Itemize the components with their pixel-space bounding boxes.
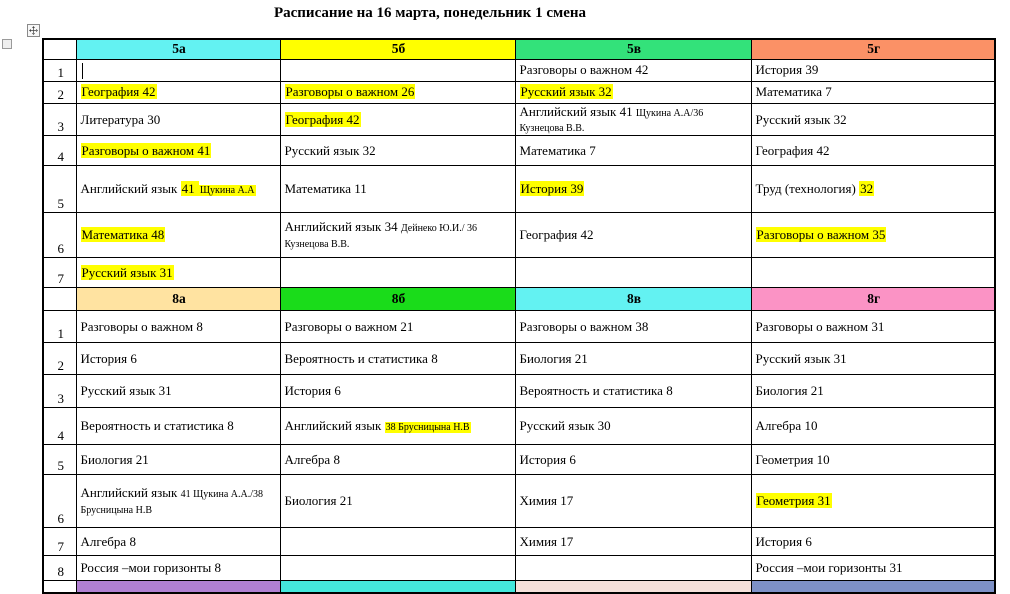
subject-text: Математика 11 xyxy=(284,181,367,197)
schedule-row xyxy=(43,136,995,166)
grade-header-cell[interactable]: 5г xyxy=(751,39,995,59)
subject-text: Алгебра 8 xyxy=(80,533,136,549)
schedule-cell[interactable] xyxy=(76,311,280,343)
grade-header-row xyxy=(43,288,995,311)
grade-header-cell[interactable]: 8б xyxy=(280,288,515,311)
grade-header-cell[interactable] xyxy=(515,581,751,593)
schedule-cell[interactable] xyxy=(751,81,995,103)
schedule-cell[interactable] xyxy=(280,258,515,288)
schedule-cell[interactable] xyxy=(280,311,515,343)
schedule-row xyxy=(43,311,995,343)
schedule-cell[interactable] xyxy=(515,445,751,475)
subject-text: История 39 xyxy=(755,62,819,78)
schedule-cell[interactable] xyxy=(515,343,751,375)
lesson-number-cell[interactable]: 5 xyxy=(43,166,76,213)
subject-text: Россия –мои горизонты 8 xyxy=(80,560,222,576)
subject-text: Русский язык 32 xyxy=(520,84,612,100)
schedule-cell[interactable] xyxy=(751,528,995,556)
lesson-number-cell[interactable]: 3 xyxy=(43,375,76,408)
schedule-cell[interactable] xyxy=(76,556,280,581)
subject-text: Русский язык 32 xyxy=(284,142,376,158)
subject-text: Труд (технология) xyxy=(755,181,860,197)
teacher-text: Дейнеко Ю.И./ 36 Кузнецова В.В. xyxy=(284,223,477,251)
schedule-cell[interactable] xyxy=(280,103,515,136)
subject-text: География 42 xyxy=(81,84,156,100)
lesson-number-cell[interactable]: 6 xyxy=(43,475,76,528)
grade-header-cell[interactable]: 5а xyxy=(76,39,280,59)
schedule-cell[interactable] xyxy=(76,59,280,81)
schedule-row xyxy=(43,213,995,258)
subject-text: Биология 21 xyxy=(284,493,353,509)
schedule-cell[interactable] xyxy=(76,103,280,136)
subject-text: 32 xyxy=(860,181,874,197)
schedule-cell[interactable] xyxy=(751,258,995,288)
schedule-cell[interactable] xyxy=(76,475,280,528)
subject-text: Биология 21 xyxy=(755,383,824,399)
schedule-row xyxy=(43,258,995,288)
subject-text: Английский язык xyxy=(284,418,385,434)
subject-text: Английский язык 34 xyxy=(284,219,401,235)
lesson-number-cell[interactable]: 6 xyxy=(43,213,76,258)
lesson-number-cell[interactable]: 3 xyxy=(43,103,76,136)
lesson-number-cell[interactable]: 2 xyxy=(43,343,76,375)
schedule-cell[interactable] xyxy=(515,408,751,445)
schedule-row xyxy=(43,528,995,556)
schedule-cell[interactable] xyxy=(280,166,515,213)
grade-header-cell[interactable]: 8а xyxy=(76,288,280,311)
subject-text: Литература 30 xyxy=(80,111,161,127)
schedule-cell[interactable] xyxy=(76,213,280,258)
teacher-text: Щукина А.А/36 Кузнецова В.В. xyxy=(519,107,704,135)
grade-header-cell[interactable]: 5в xyxy=(515,39,751,59)
schedule-cell[interactable] xyxy=(751,556,995,581)
schedule-cell[interactable] xyxy=(280,59,515,81)
subject-text: Россия –мои горизонты 31 xyxy=(755,560,903,576)
schedule-cell[interactable] xyxy=(515,311,751,343)
subject-text: Английский язык xyxy=(80,485,181,501)
schedule-cell[interactable] xyxy=(280,375,515,408)
lesson-number-cell[interactable]: 7 xyxy=(43,528,76,556)
corner-cell[interactable] xyxy=(43,39,76,59)
subject-text: Разговоры о важном 31 xyxy=(755,318,885,334)
next-section-header-row xyxy=(43,581,995,593)
subject-text: География 42 xyxy=(755,142,830,158)
lesson-number-cell[interactable]: 4 xyxy=(43,136,76,166)
teacher-text: Щукина А.А xyxy=(199,185,255,197)
schedule-row xyxy=(43,59,995,81)
subject-text: Русский язык 32 xyxy=(755,111,847,127)
subject-text: Русский язык 31 xyxy=(81,264,173,280)
schedule-cell[interactable] xyxy=(751,213,995,258)
schedule-cell[interactable] xyxy=(280,475,515,528)
lesson-number-cell[interactable]: 7 xyxy=(43,258,76,288)
schedule-cell[interactable] xyxy=(280,213,515,258)
schedule-row xyxy=(43,375,995,408)
schedule-cell[interactable] xyxy=(515,528,751,556)
subject-text: Разговоры о важном 41 xyxy=(81,142,211,158)
schedule-cell[interactable] xyxy=(751,311,995,343)
schedule-row xyxy=(43,475,995,528)
schedule-cell[interactable] xyxy=(515,166,751,213)
subject-text: История 6 xyxy=(284,383,341,399)
schedule-cell[interactable] xyxy=(751,445,995,475)
subject-text: Вероятность и статистика 8 xyxy=(80,418,234,434)
schedule-cell[interactable] xyxy=(751,103,995,136)
schedule-row xyxy=(43,556,995,581)
table-move-handle[interactable] xyxy=(27,24,40,37)
schedule-cell[interactable] xyxy=(280,556,515,581)
schedule-row xyxy=(43,81,995,103)
subject-text: Английский язык 41 xyxy=(519,103,636,119)
schedule-cell[interactable] xyxy=(751,166,995,213)
schedule-cell[interactable] xyxy=(515,375,751,408)
move-icon xyxy=(29,26,38,35)
subject-text: Геометрия 10 xyxy=(755,451,830,467)
subject-text: История 6 xyxy=(80,350,137,366)
schedule-cell[interactable] xyxy=(76,343,280,375)
schedule-cell[interactable] xyxy=(280,408,515,445)
subject-text: История 39 xyxy=(520,181,584,197)
subject-text: Алгебра 10 xyxy=(755,418,818,434)
subject-text: Алгебра 8 xyxy=(284,451,340,467)
teacher-text: 38 Брусницына Н.В xyxy=(385,422,470,434)
grade-header-cell[interactable]: 8в xyxy=(515,288,751,311)
schedule-cell[interactable] xyxy=(751,136,995,166)
schedule-cell[interactable] xyxy=(751,408,995,445)
subject-text: География 42 xyxy=(519,227,594,243)
subject-text: История 6 xyxy=(755,533,812,549)
schedule-row xyxy=(43,408,995,445)
subject-text: Разговоры о важном 42 xyxy=(519,62,649,78)
subject-text: История 6 xyxy=(519,451,576,467)
subject-text: Геометрия 31 xyxy=(756,493,831,509)
grade-header-cell[interactable]: 8г xyxy=(751,288,995,311)
subject-text: Химия 17 xyxy=(519,533,574,549)
subject-text: Химия 17 xyxy=(519,493,574,509)
schedule-row xyxy=(43,445,995,475)
schedule-cell[interactable] xyxy=(76,136,280,166)
subject-text: Вероятность и статистика 8 xyxy=(284,350,438,366)
subject-text: 41 xyxy=(181,181,198,197)
corner-cell[interactable] xyxy=(43,581,76,593)
schedule-cell[interactable] xyxy=(515,103,751,136)
subject-text: Математика 7 xyxy=(755,84,832,100)
schedule-cell[interactable] xyxy=(751,475,995,528)
schedule-cell[interactable] xyxy=(76,375,280,408)
schedule-cell[interactable] xyxy=(76,528,280,556)
schedule-cell[interactable] xyxy=(751,343,995,375)
subject-text: Биология 21 xyxy=(80,451,149,467)
schedule-cell[interactable] xyxy=(515,556,751,581)
schedule-cell[interactable] xyxy=(76,445,280,475)
schedule-cell[interactable] xyxy=(76,408,280,445)
subject-text: География 42 xyxy=(285,111,360,127)
teacher-text: 41 Щукина А.А./38 Брусницына Н.В xyxy=(80,489,264,517)
schedule-cell[interactable] xyxy=(280,136,515,166)
schedule-cell[interactable] xyxy=(515,81,751,103)
schedule-table xyxy=(42,38,996,594)
schedule-row xyxy=(43,103,995,136)
subject-text: Разговоры о важном 8 xyxy=(80,318,203,334)
grade-header-cell[interactable]: 5б xyxy=(280,39,515,59)
schedule-row xyxy=(43,166,995,213)
subject-text: Биология 21 xyxy=(519,350,588,366)
schedule-cell[interactable] xyxy=(751,375,995,408)
schedule-cell[interactable] xyxy=(76,81,280,103)
schedule-cell[interactable] xyxy=(280,528,515,556)
schedule-cell[interactable] xyxy=(280,343,515,375)
left-margin-handle-icon xyxy=(2,39,12,49)
lesson-number-cell[interactable]: 5 xyxy=(43,445,76,475)
grade-header-row xyxy=(43,39,995,59)
schedule-row xyxy=(43,343,995,375)
subject-text: Разговоры о важном 21 xyxy=(284,318,414,334)
subject-text: Вероятность и статистика 8 xyxy=(519,383,673,399)
page-title: Расписание на 16 марта, понедельник 1 смена xyxy=(273,5,587,21)
subject-text: Разговоры о важном 38 xyxy=(519,318,649,334)
schedule-cell[interactable] xyxy=(76,258,280,288)
grade-header-cell[interactable] xyxy=(280,581,515,593)
lesson-number-cell[interactable]: 2 xyxy=(43,81,76,103)
subject-text: Русский язык 30 xyxy=(519,418,611,434)
subject-text: Математика 48 xyxy=(81,227,165,243)
lesson-number-cell[interactable]: 8 xyxy=(43,556,76,581)
subject-text: Разговоры о важном 35 xyxy=(756,227,886,243)
schedule-cell[interactable] xyxy=(280,81,515,103)
grade-header-cell[interactable] xyxy=(751,581,995,593)
subject-text: Английский язык xyxy=(80,181,181,197)
grade-header-cell[interactable] xyxy=(76,581,280,593)
schedule-cell[interactable] xyxy=(515,475,751,528)
lesson-number-cell[interactable]: 1 xyxy=(43,59,76,81)
subject-text: Разговоры о важном 26 xyxy=(285,84,415,100)
schedule-cell[interactable] xyxy=(515,59,751,81)
schedule-cell[interactable] xyxy=(280,445,515,475)
text-cursor xyxy=(82,63,84,79)
schedule-cell[interactable] xyxy=(515,213,751,258)
subject-text: Математика 7 xyxy=(519,142,596,158)
schedule-cell[interactable] xyxy=(751,59,995,81)
lesson-number-cell[interactable]: 4 xyxy=(43,408,76,445)
schedule-cell[interactable] xyxy=(515,258,751,288)
subject-text: Русский язык 31 xyxy=(755,350,847,366)
corner-cell[interactable] xyxy=(43,288,76,311)
schedule-cell[interactable] xyxy=(76,166,280,213)
subject-text: Русский язык 31 xyxy=(80,383,172,399)
lesson-number-cell[interactable]: 1 xyxy=(43,311,76,343)
schedule-cell[interactable] xyxy=(515,136,751,166)
